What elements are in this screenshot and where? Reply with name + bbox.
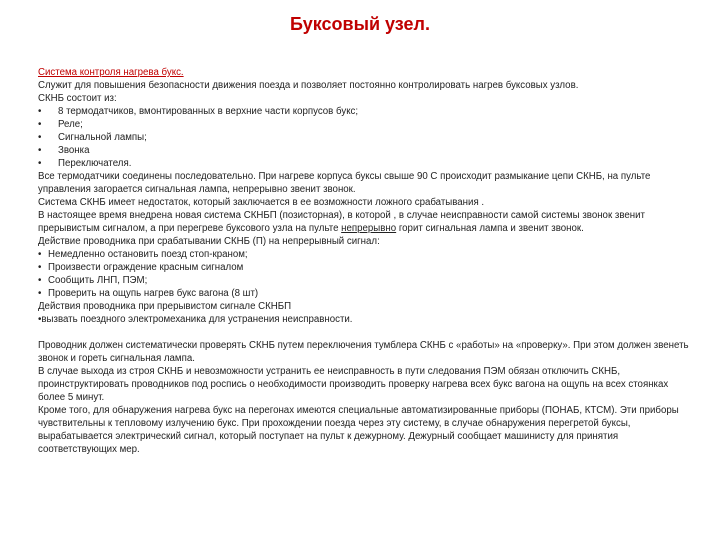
- list-item: • Сигнальной лампы;: [38, 132, 147, 143]
- bullet-icon: •: [38, 158, 42, 169]
- intermittent-label: Действия проводника при прерывистом сигнале СКНБП: [38, 301, 292, 312]
- list-item: • Произвести ограждение красным сигналом: [38, 262, 244, 273]
- composition-label: СКНБ состоит из:: [38, 93, 117, 104]
- document-body: [38, 66, 698, 456]
- bullet-icon: •: [38, 288, 42, 299]
- section-heading: Система контроля нагрева букс.: [38, 67, 184, 78]
- list-item: • Сообщить ЛНП, ПЭМ;: [38, 275, 148, 286]
- bullet-icon: •: [38, 106, 42, 117]
- bullet-icon: •: [38, 262, 42, 273]
- new-system-paragraph: В настоящее время внедрена новая система СКНБП (позисторная), в которой , в случае неисправности самой системы звонок звенит прерывистым сигналом, а при перегреве буксового узла на пульте непрерывно горит сигнальная лампа и звенит звонок.: [38, 210, 645, 234]
- actions-list: [38, 248, 698, 300]
- list-item: • Немедленно остановить поезд стоп-краном;: [38, 249, 248, 260]
- list-item: • Звонка: [38, 145, 90, 156]
- bullet-icon: •: [38, 275, 42, 286]
- bullet-icon: •: [38, 132, 42, 143]
- devices-paragraph: Кроме того, для обнаружения нагрева букс на перегонах имеются специальные автоматизированные приборы (ПОНАБ, КТСМ). Эти приборы чувствительны к тепловому излучению букс. При прохождении поезда через эту систему, в случае обнаружения перегретой буксы, вырабатывается электрический сигнал, который поступает на пульт к дежурному. Дежурный сообщает машинисту для принятия соответствующих мер.: [38, 405, 679, 455]
- list-item: • Реле;: [38, 119, 83, 130]
- check-paragraph: Проводник должен систематически проверять СКНБ путем переключения тумблера СКНБ с «работы» на «проверку». При этом должен звенеть звонок и гореть сигнальная лампа.: [38, 340, 689, 364]
- bullet-icon: •: [38, 145, 42, 156]
- failure-paragraph: В случае выхода из строя СКНБ и невозможности устранить ее неисправность в пути следования ПЭМ обязан отключить СКНБ, проинструктировать проводников под роспись о необходимости производить проверку нагрева всех букс вагона на ощупь на всех стоянках более 5 минут.: [38, 366, 669, 403]
- list-item: • Проверить на ощупь нагрев букс вагона (8 шт): [38, 288, 259, 299]
- bullet-icon: •: [38, 249, 42, 260]
- actions-label: Действие проводника при срабатывании СКНБ (П) на непрерывный сигнал:: [38, 236, 380, 247]
- bullet-icon: •: [38, 119, 42, 130]
- purpose-text: Служит для повышения безопасности движения поезда и позволяет постоянно контролировать нагрев буксовых узлов.: [38, 80, 579, 91]
- page-title: Буксовый узел.: [290, 14, 430, 34]
- components-list: [38, 105, 698, 170]
- list-item: • Переключателя.: [38, 158, 132, 169]
- intermittent-action: •вызвать поездного электромеханика для устранения неисправности.: [38, 314, 353, 325]
- list-item: • 8 термодатчиков, вмонтированных в верхние части корпусов букс;: [38, 106, 359, 117]
- drawback-paragraph: Система СКНБ имеет недостаток, который заключается в ее возможности ложного срабатывания .: [38, 197, 485, 208]
- sensors-paragraph: Все термодатчики соединены последовательно. При нагреве корпуса буксы свыше 90 С происходит размыкание цепи СКНБ, на пульте управления загорается сигнальная лампа, непрерывно звенит звонок.: [38, 171, 651, 195]
